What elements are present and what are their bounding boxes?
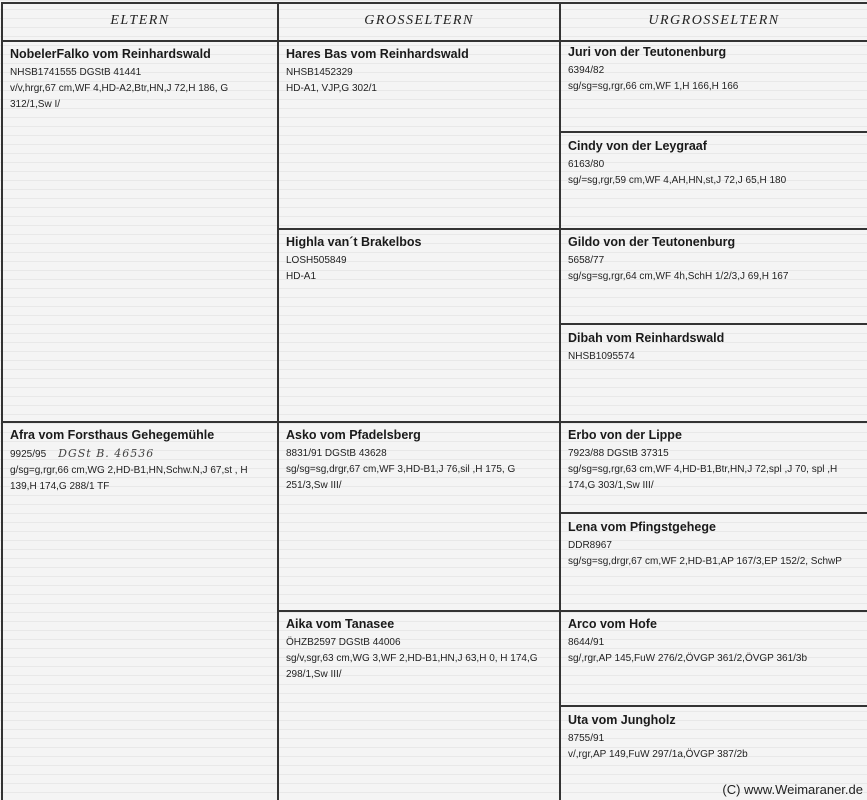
dog-info: HD-A1: [286, 271, 317, 282]
dog-info: v/,rgr,AP 149,FuW 297/1a,ÖVGP 387/2b: [568, 749, 748, 760]
registration-number: NHSB1452329: [286, 67, 353, 78]
grandparent-cell: [279, 230, 559, 421]
grandparent-cell: [279, 612, 559, 800]
registration-number: DDR8967: [568, 540, 612, 551]
registration-number: 6394/82: [568, 65, 605, 76]
great-grandparent-cell: [561, 134, 867, 228]
great-grandparent-cell: [561, 230, 867, 323]
row-divider-urgross-1: [559, 131, 867, 133]
dog-name: Juri von der Teutonenburg: [568, 45, 727, 59]
grandparent-cell: [279, 423, 559, 610]
dog-name: Gildo von der Teutonenburg: [568, 235, 736, 249]
registration-number: 5658/77: [568, 255, 605, 266]
dam-cell: [3, 423, 277, 800]
dog-name: Arco vom Hofe: [568, 617, 657, 631]
registration-number: [10, 446, 269, 463]
dog-info: HD-A1, VJP,G 302/1: [286, 83, 377, 94]
top-border: [1, 2, 867, 4]
dog-info: sg/=sg,rgr,59 cm,WF 4,AH,HN,st,J 72,J 65,H 180: [568, 175, 787, 186]
dog-info: v/v,hrgr,67 cm,WF 4,HD-A2,Btr,HN,J 72,H 186, G 312/1,Sw I/: [10, 83, 229, 110]
dog-name: Erbo von der Lippe: [568, 428, 682, 442]
dog-name: Hares Bas vom Reinhardswald: [286, 47, 469, 61]
sire-cell: [3, 42, 277, 421]
dog-name: Uta vom Jungholz: [568, 713, 676, 727]
dog-name: Highla van´t Brakelbos: [286, 235, 422, 249]
dog-name: Lena vom Pfingstgehege: [568, 520, 716, 534]
dog-info: sg/sg=sg,drgr,67 cm,WF 3,HD-B1,J 76,sil ,H 175, G 251/3,Sw III/: [286, 464, 516, 491]
registration-number: ÖHZB2597 DGStB 44006: [286, 637, 401, 648]
registration-number: 6163/80: [568, 159, 605, 170]
dog-name: Dibah vom Reinhardswald: [568, 331, 725, 345]
handwritten-note: DGSt B. 46536: [58, 447, 155, 460]
registration-number: NHSB1741555 DGStB 41441: [10, 67, 142, 78]
dog-info: sg/,rgr,AP 145,FuW 276/2,ÖVGP 361/2,ÖVGP 361/3b: [568, 653, 808, 664]
header-grosseltern: GROSSELTERN: [364, 13, 474, 28]
dog-name: Asko vom Pfadelsberg: [286, 428, 421, 442]
row-divider-urgross-3: [559, 323, 867, 325]
header-eltern: ELTERN: [110, 13, 170, 28]
dog-info: sg/sg=sg,rgr,63 cm,WF 4,HD-B1,Btr,HN,J 72,spl ,J 70, spl ,H 174,G 303/1,Sw III/: [568, 464, 838, 491]
dog-info: g/sg=g,rgr,66 cm,WG 2,HD-B1,HN,Schw.N,J 67,st , H 139,H 174,G 288/1 TF: [10, 465, 248, 492]
registration-number: 8831/91 DGStB 43628: [286, 448, 387, 459]
registration-number: 8644/91: [568, 637, 605, 648]
great-grandparent-cell: [561, 423, 867, 512]
great-grandparent-cell: [561, 708, 867, 778]
great-grandparent-cell: [561, 326, 867, 421]
dog-info: sg/sg=sg,rgr,64 cm,WF 4h,SchH 1/2/3,J 69,H 167: [568, 271, 789, 282]
copyright-footer: (C) www.Weimaraner.de: [722, 782, 863, 797]
registration-number: LOSH505849: [286, 255, 347, 266]
dog-info: sg/sg=sg,drgr,67 cm,WF 2,HD-B1,AP 167/3,EP 152/2, SchwP: [568, 556, 842, 567]
dog-info: sg/v,sgr,63 cm,WG 3,WF 2,HD-B1,HN,J 63,H 0, H 174,G 298/1,Sw III/: [286, 653, 538, 680]
dog-name: Aika vom Tanasee: [286, 617, 395, 631]
great-grandparent-cell: [561, 612, 867, 705]
registration-number: NHSB1095574: [568, 351, 635, 362]
dog-name: NobelerFalko vom Reinhardswald: [10, 47, 211, 61]
great-grandparent-cell: [561, 515, 867, 610]
dog-name: Cindy von der Leygraaf: [568, 139, 707, 153]
dog-name: Afra vom Forsthaus Gehegemühle: [10, 428, 215, 442]
great-grandparent-cell: [561, 40, 867, 131]
row-divider-urgross-7: [559, 705, 867, 707]
header-urgrosseltern: URGROSSELTERN: [648, 13, 780, 28]
grandparent-cell: [279, 42, 559, 228]
dog-info: sg/sg=sg,rgr,66 cm,WF 1,H 166,H 166: [568, 81, 739, 92]
registration-number: 7923/88 DGStB 37315: [568, 448, 669, 459]
registration-number: 8755/91: [568, 733, 605, 744]
registration-number-text: 9925/95: [10, 449, 47, 460]
row-divider-urgross-5: [559, 512, 867, 514]
